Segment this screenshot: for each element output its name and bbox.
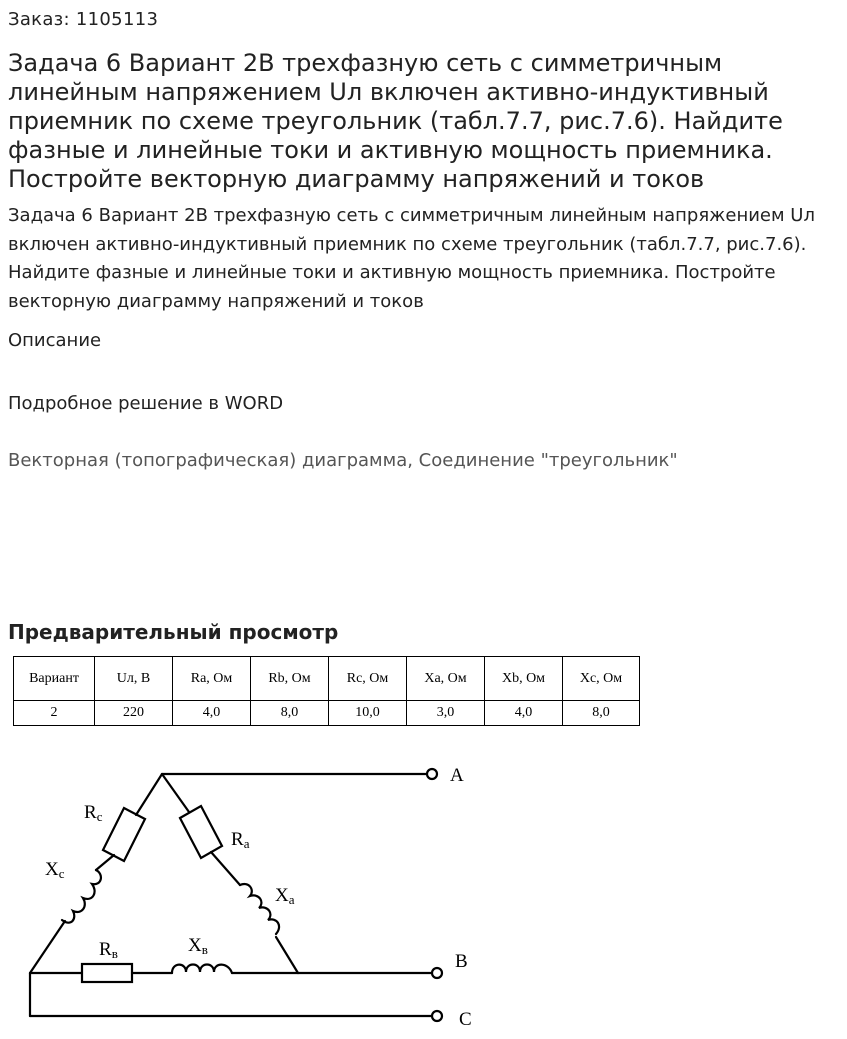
- order-number: Заказ: 1105113: [8, 9, 159, 30]
- table-cell: 220: [95, 701, 173, 726]
- wire-right-mid: [211, 852, 240, 885]
- table-cell: 8,0: [251, 701, 329, 726]
- table-cell: 10,0: [329, 701, 407, 726]
- table-header-cell: Rc, Ом: [329, 657, 407, 701]
- terminal-c-label: C: [459, 1009, 472, 1030]
- table-header-row: [14, 657, 640, 701]
- preview-heading: Предварительный просмотр: [8, 620, 339, 644]
- inductor-xc: [62, 870, 101, 923]
- terminal-b-node: [432, 968, 442, 978]
- wire-left-top: [136, 774, 162, 815]
- parameters-table: [13, 656, 640, 726]
- table-header-cell: Вариант: [14, 657, 95, 701]
- terminal-a-node: [427, 769, 437, 779]
- terminal-b-label: B: [455, 951, 468, 972]
- label-rb: Rв: [99, 939, 118, 961]
- label-ra: Ra: [231, 829, 250, 851]
- inductor-xa: [240, 884, 279, 934]
- resistor-ra: [180, 806, 222, 858]
- table-row: [14, 701, 640, 726]
- wire-left-bottom: [30, 921, 65, 973]
- delta-circuit-diagram: [0, 740, 520, 1039]
- label-xa: Xa: [275, 885, 295, 907]
- wire-right-top: [162, 774, 189, 812]
- task-text: Задача 6 Вариант 2В трехфазную сеть с симметричным линейным напряжением Uл включен активно-индуктивный приемник по схеме треугольник (табл.7.7, рис.7.6). Найдите фазные и линейные токи и активную мощность приемника. Постройте векторную диаграмму напряжений и токов: [8, 205, 815, 312]
- table-header-cell: Xc, Ом: [563, 657, 640, 701]
- terminal-a-label: A: [450, 765, 464, 786]
- table-header-cell: Xb, Ом: [485, 657, 563, 701]
- table-header-cell: Xa, Ом: [407, 657, 485, 701]
- inductor-xb: [172, 965, 232, 974]
- label-xc: Xc: [45, 859, 65, 881]
- description-heading: Описание: [8, 330, 102, 351]
- wire-right-bottom: [276, 937, 298, 973]
- table-header-cell: Ra, Ом: [173, 657, 251, 701]
- table-cell: 8,0: [563, 701, 640, 726]
- tags-line: Векторная (топографическая) диаграмма, Соединение "треугольник": [8, 450, 678, 471]
- table-cell: 2: [14, 701, 95, 726]
- resistor-rb: [82, 964, 132, 982]
- label-xb: Xв: [188, 935, 208, 957]
- resistor-rc: [103, 808, 145, 861]
- label-rc: Rc: [84, 802, 103, 824]
- table-cell: 4,0: [173, 701, 251, 726]
- table-header-cell: Rb, Ом: [251, 657, 329, 701]
- word-solution-note: Подробное решение в WORD: [8, 393, 284, 414]
- table-cell: 4,0: [485, 701, 563, 726]
- terminal-c-node: [432, 1011, 442, 1021]
- table-header-cell: Uл, В: [95, 657, 173, 701]
- table-cell: 3,0: [407, 701, 485, 726]
- wire-left-mid: [96, 855, 114, 870]
- page-title: Задача 6 Вариант 2В трехфазную сеть с симметричным линейным напряжением Uл включен активно-индуктивный приемник по схеме треугольник (табл.7.7, рис.7.6). Найдите фазные и линейные токи и активную мощность приемника. Постройте векторную диаграмму напряжений и токов: [8, 49, 783, 193]
